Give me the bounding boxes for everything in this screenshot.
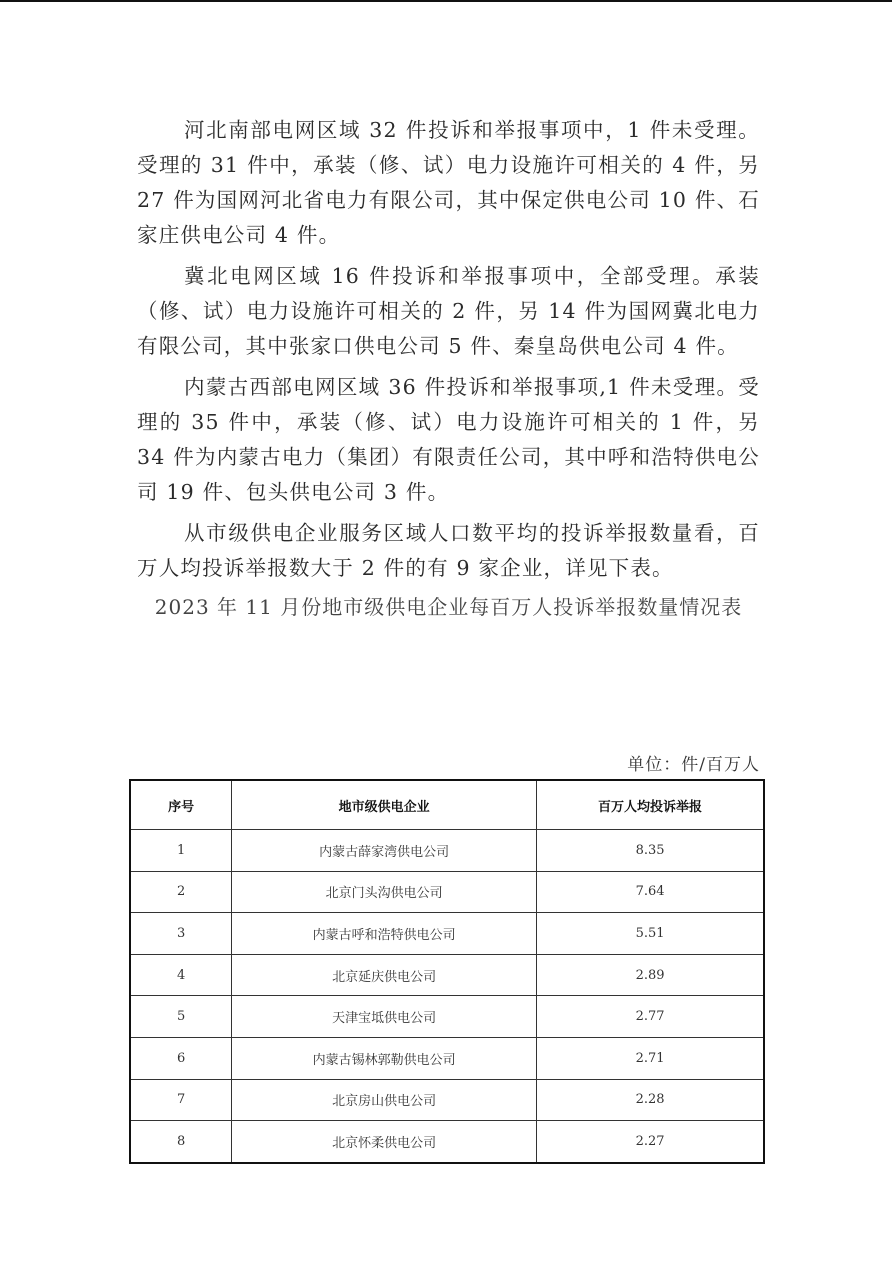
cell-rate: 8.35: [537, 830, 764, 872]
header-company: 地市级供电企业: [232, 780, 537, 830]
header-index: 序号: [130, 780, 232, 830]
cell-index: 3: [130, 913, 232, 955]
cell-rate: 2.27: [537, 1121, 764, 1163]
cell-rate: 2.28: [537, 1079, 764, 1121]
cell-company: 天津宝坻供电公司: [232, 996, 537, 1038]
cell-company: 北京门头沟供电公司: [232, 871, 537, 913]
document-body: [137, 113, 760, 622]
paragraph-inner-mongolia-west: 内蒙古西部电网区域 36 件投诉和举报事项,1 件未受理。受理的 35 件中，承装（修、试）电力设施许可相关的 1 件，另 34 件为内蒙古电力（集团）有限责任公司，其中呼和浩特供电公司 19 件、包头供电公司 3 件。: [137, 375, 760, 504]
top-border-line: [0, 0, 892, 2]
cell-rate: 2.77: [537, 996, 764, 1038]
table-row: [130, 1079, 764, 1121]
complaints-table: [129, 779, 765, 1164]
paragraph-jibei: 冀北电网区域 16 件投诉和举报事项中，全部受理。承装（修、试）电力设施许可相关的 2 件，另 14 件为国网冀北电力有限公司，其中张家口供电公司 5 件、秦皇岛供电公司 4 件。: [137, 264, 760, 358]
cell-company: 内蒙古锡林郭勒供电公司: [232, 1037, 537, 1079]
table-header-row: [130, 780, 764, 830]
cell-rate: 7.64: [537, 871, 764, 913]
table-caption: 2023 年 11 月份地市级供电企业每百万人投诉举报数量情况表: [154, 595, 743, 619]
cell-index: 7: [130, 1079, 232, 1121]
paragraph-hebei-south: 河北南部电网区域 32 件投诉和举报事项中，1 件未受理。受理的 31 件中，承装（修、试）电力设施许可相关的 4 件，另 27 件为国网河北省电力有限公司，其中保定供电公司 10 件、石家庄供电公司 4 件。: [137, 118, 760, 247]
header-rate: 百万人均投诉举报: [537, 780, 764, 830]
table-row: [130, 1121, 764, 1163]
cell-index: 1: [130, 830, 232, 872]
cell-index: 8: [130, 1121, 232, 1163]
table-row: [130, 996, 764, 1038]
cell-index: 5: [130, 996, 232, 1038]
table-row: [130, 1037, 764, 1079]
cell-company: 北京怀柔供电公司: [232, 1121, 537, 1163]
cell-rate: 5.51: [537, 913, 764, 955]
cell-company: 内蒙古薛家湾供电公司: [232, 830, 537, 872]
table-row: [130, 871, 764, 913]
table-row: [130, 913, 764, 955]
cell-company: 北京房山供电公司: [232, 1079, 537, 1121]
cell-company: 内蒙古呼和浩特供电公司: [232, 913, 537, 955]
cell-rate: 2.71: [537, 1037, 764, 1079]
paragraph-summary: 从市级供电企业服务区域人口数平均的投诉举报数量看，百万人均投诉举报数大于 2 件的有 9 家企业，详见下表。: [137, 521, 760, 580]
table-row: [130, 830, 764, 872]
cell-rate: 2.89: [537, 954, 764, 996]
cell-company: 北京延庆供电公司: [232, 954, 537, 996]
cell-index: 2: [130, 871, 232, 913]
unit-label: 单位：件/百万人: [627, 755, 760, 775]
cell-index: 6: [130, 1037, 232, 1079]
cell-index: 4: [130, 954, 232, 996]
table-row: [130, 954, 764, 996]
